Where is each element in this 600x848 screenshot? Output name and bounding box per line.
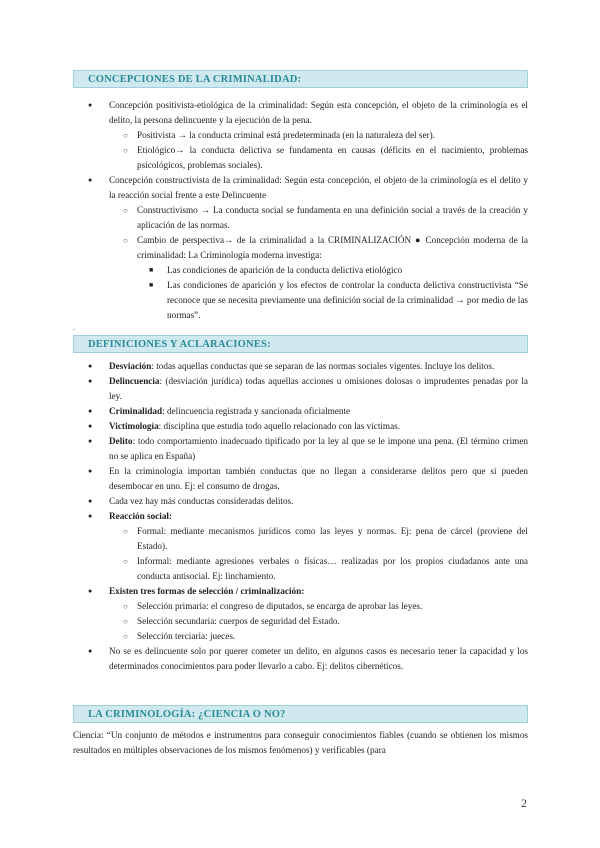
list-item-delito <box>73 434 528 464</box>
definition: : (desviación jurídica) todas aquellas acciones u omisiones dolosas o imprudentes penadas por la ley. <box>109 376 528 401</box>
item-text: En la criminología importan también conductas que no llegan a considerarse delitos pero que sí pueden desembocar en uno. Ej: el consumo de drogas. <box>109 466 528 491</box>
list-item-formas-seleccion <box>73 584 528 644</box>
term: Victimología <box>109 421 159 431</box>
list-item-criminologia <box>73 464 528 494</box>
sub-item-secundaria <box>109 614 528 629</box>
definition: : disciplina que estudia todo aquello relacionado con las víctimas. <box>158 421 401 431</box>
sub-item-text: Etiológico→ la conducta delictiva se fundamenta en causas (déficits en el nacimiento, problemas psicológicos, problemas sociales). <box>137 145 528 170</box>
section-heading-definiciones: DEFINICIONES Y ACLARACIONES: <box>73 335 528 353</box>
stray-dot: . <box>73 322 76 332</box>
list-item-mas-conductas <box>73 494 528 509</box>
definition: : todas aquellas conductas que se separan de las normas sociales vigentes. Incluye los delitos. <box>151 361 495 371</box>
sub-item-text: Selección secundaria: cuerpos de seguridad del Estado. <box>137 616 340 626</box>
list-item-positivista <box>73 98 528 173</box>
square-item-constructivista <box>137 278 528 323</box>
term: Desviación <box>109 361 152 371</box>
list-item-no-delincuente <box>73 644 528 674</box>
item-text: No se es delincuente solo por querer cometer un delito, en algunos casos es necesario tener la capacidad y los determinados conocimientos para poder llevarlo a cabo. Ej: delitos cibernéticos. <box>109 646 528 671</box>
list-item-criminalidad <box>73 404 528 419</box>
list-item-reaccion-social <box>73 509 528 584</box>
sub-item-positivista <box>109 128 528 143</box>
sub-item-text: Selección terciaria: jueces. <box>137 631 236 641</box>
list-item-victimologia <box>73 419 528 434</box>
sub-item-constructivismo <box>109 203 528 233</box>
paragraph-ciencia: Ciencia: “Un conjunto de métodos e instrumentos para conseguir conocimientos fiables (cuando se obtienen los mismos resultados en múltiples observaciones de los mismos fenómenos) y verificables (para <box>73 730 528 755</box>
section-definiciones <box>73 359 528 674</box>
page-number: 2 <box>521 796 527 810</box>
square-item-etiologico <box>137 263 528 278</box>
term: Existen tres formas de selección / criminalización: <box>109 586 305 596</box>
sub-item-text: Selección primaria: el congreso de diputados, se encarga de aprobar las leyes. <box>137 601 423 611</box>
term: Delito <box>109 436 133 446</box>
square-item-text: Las condiciones de aparición de la conducta delictiva etiológico <box>167 265 403 275</box>
section-heading-concepciones: CONCEPCIONES DE LA CRIMINALIDAD: <box>73 70 528 88</box>
list-item-delincuencia <box>73 374 528 404</box>
section-heading-criminologia: LA CRIMINOLOGÍA: ¿CIENCIA O NO? <box>73 705 528 723</box>
sub-item-text: Constructivismo → La conducta social se fundamenta en una definición social a través de la creación y aplicación de las normas. <box>137 205 528 230</box>
sub-item-text: Cambio de perspectiva→ de la criminalidad a la CRIMINALIZACIÓN ● Concepción moderna de la criminalidad: La Criminología moderna investiga: <box>137 235 528 260</box>
definition: : delincuencia registrada y sancionada oficialmente <box>162 406 351 416</box>
list-item-desviacion <box>73 359 528 374</box>
sub-item-text: Informal: mediante agresiones verbales o físicas… realizadas por los propios ciudadanos ante una conducta antisocial. Ej: linchamiento. <box>137 556 528 581</box>
sub-item-text: Formal: mediante mecanismos jurídicos como las leyes y normas. Ej: pena de cárcel (proviene del Estado). <box>137 526 528 551</box>
square-item-text: Las condiciones de aparición y los efectos de controlar la conducta delictiva constructivista “Se reconoce que se necesita previamente una definición social de la criminalidad → por medio de las normas”. <box>167 280 528 320</box>
sub-item-formal <box>109 524 528 554</box>
term: Criminalidad <box>109 406 163 416</box>
sub-item-terciaria <box>109 629 528 644</box>
definition: : todo comportamiento inadecuado tipificado por la ley al que se le impone una pena. (El término crimen no se aplica en España) <box>109 436 528 461</box>
section-concepciones <box>73 98 528 323</box>
sub-item-etiologico <box>109 143 528 173</box>
list-item-constructivista <box>73 173 528 323</box>
term: Delincuencia <box>109 376 160 386</box>
term: Reacción social: <box>109 511 173 521</box>
item-text: Concepción positivista-etiológica de la criminalidad: Según esta concepción, el objeto de la criminología es el delito, la persona delincuente y la ejecución de la pena. <box>109 100 528 125</box>
section-criminologia <box>73 728 528 758</box>
sub-item-primaria <box>109 599 528 614</box>
sub-item-text: Positivista → la conducta criminal está predeterminada (en la naturaleza del ser). <box>137 130 435 140</box>
item-text: Concepción constructivista de la criminalidad: Según esta concepción, el objeto de la criminología es el delito y la reacción social frente a este Delincuente <box>109 175 528 200</box>
sub-item-informal <box>109 554 528 584</box>
sub-item-cambio-perspectiva <box>109 233 528 323</box>
item-text: Cada vez hay más conductas consideradas delitos. <box>109 496 294 506</box>
